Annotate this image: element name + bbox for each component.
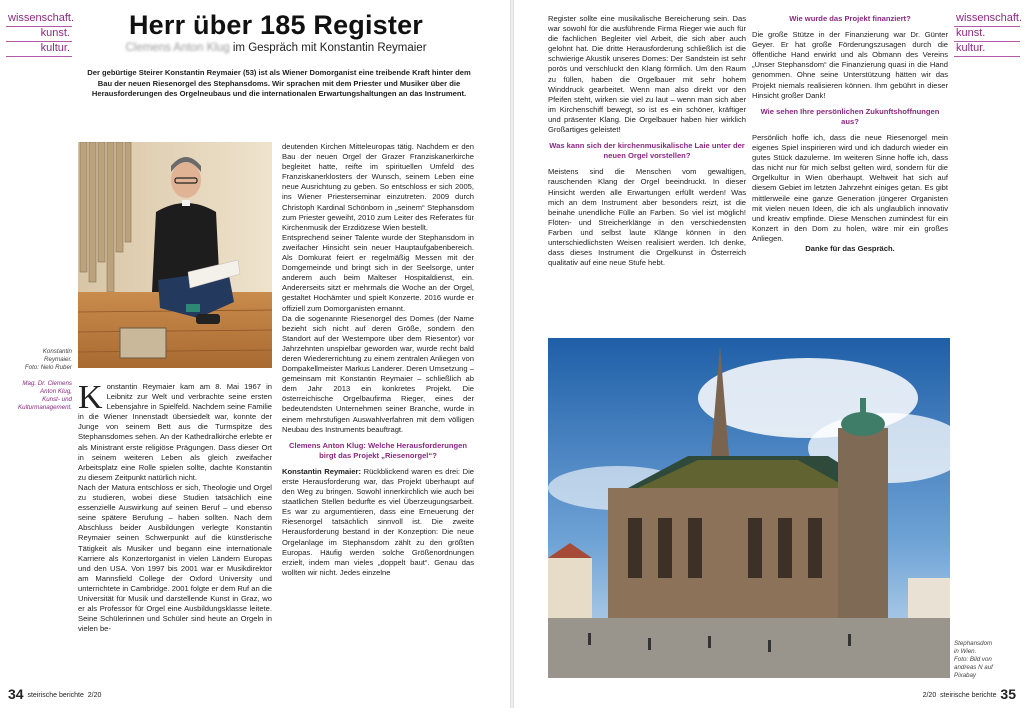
section-tag-line: kultur. xyxy=(954,42,1020,57)
caption-line: Mag. Dr. Clemens xyxy=(22,380,72,387)
interview-question: Clemens Anton Klug: Welche Herausforderungen birgt das Projekt „Riesenorgel“? xyxy=(288,440,468,460)
section-tag-right xyxy=(954,12,1023,57)
interview-answer: Meistens sind die Menschen vom gewaltigen, rauschenden Klang der Orgel beeindruckt. In dieser Hinsicht werden alle Erwartungen erfüllt werden! Was mich an dem Instrument aber besonders reizt, ist die beinahe unendliche Fülle an Farben. So viel ist möglich! Flöten- und Streicherklänge in den verschiedensten Farben und selbst laute Klänge können in den unterschiedlichsten Weisen realisiert werden. Ich denke, dass dieses Instrument die Orgelkunst in Österreich qualitativ auf eine neue Stufe hebt. xyxy=(548,167,746,268)
speaker-name: Konstantin Reymaier: xyxy=(282,466,361,476)
interview-answer: Die große Stütze in der Finanzierung war Dr. Günter Geyer. Er hat große Förderungszusagen durch die öffentliche Hand erwirkt und als Obmann des Vereins „Unser Stephansdom“ die Finanzierung quasi in die Hand genommen. Ohne seine Unterstützung hätten wir das Projekt niemals realisieren können. Ihm gebührt in dieser Hinsicht großer Dank! xyxy=(752,30,948,100)
caption-line: Konstantin xyxy=(42,348,72,355)
interview-question: Wie wurde das Projekt finanziert? xyxy=(789,14,911,23)
caption-line: andreas N auf xyxy=(954,664,993,671)
paragraph: Nach der Matura entschloss er sich, Theologie und Orgel zu studieren, wobei diese Studien tatsächlich eine essenzielle Auswirkung auf seinen Beruf – und ebenso seine spätere Berufung – haben sollten. Nach dem Abschluss beider Ausbildungen verlegte Konstantin Reymaier seinen Schwerpunkt auf die künstlerische Tätigkeit als Musiker und begann eine internationale Karriere als Konzertorganist in vielen Ländern Europas und den USA. Von 1997 bis 2001 war er Musikdirektor am Mannsfield College der Oxford University und unterrichtete in Cambridge. 2001 folgte er dem Ruf an die Universität für Musik und darstellende Kunst in Graz, wo er als Professor für Orgel eine Ausbildungsklasse leitete. Seine Schülerinnen und Schüler sind heute an Orgeln in vielen be- xyxy=(78,482,272,634)
portrait-illustration xyxy=(78,142,272,368)
footer-left xyxy=(8,686,101,702)
drop-cap: K xyxy=(78,379,103,416)
paragraph: Register sollte eine musikalische Bereicherung sein. Das war sowohl für die ausführende Firma Rieger wie auch für die fachlichen Begleiter viel Arbeit, die sich aber auch gelohnt hat. Die dritte Herausforderung schließlich ist die schwierige Akustik unseres Domes: Der Sandstein ist sehr porös und verschluckt den Klang förmlich. Um den Raum zu füllen, haben die Orgelbauer mit sehr hohem Winddruck gearbeitet. Wenn man also direkt vor den Pfeifen steht, wirken sie viel zu laut – wenn man sich aber im Kirchenschiff bewegt, so ist es ein schöner, kräftiger und präsenter Klang. Die Orgelbauer haben hier wirklich Großartiges geleistet! xyxy=(548,14,746,135)
paragraph: onstantin Reymaier kam am 8. Mai 1967 in Leibnitz zur Welt und verbrachte seine ersten Lebensjahre in Spielfeld. Nachdem seine Familie in die Wiener Innenstadt übersiedelt war, konnte der Junge von seinem Bett aus die Turmspitze des Stephansdomes sehen. An der Kathedralkirche erlebte er als Ministrant erste religiöse Prägungen. Dass dieser Ort in seinem weiteren Leben als gleich zweifacher Arbeitsplatz eine Rolle spielen sollte, dachte Konstantin zu diesem Zeitpunkt natürlich nicht. xyxy=(78,382,272,482)
paragraph: deutenden Kirchen Mitteleuropas tätig. Nachdem er den Bau der neuen Orgel der Grazer Franziskanerkirche begleitet hatte, reifte im spirituellen Umfeld des Franziskanerklosters der Wunsch, seinem Leben eine neue Ausrichtung zu geben. So entschloss er sich 2005, ins Wiener Priesterseminar einzutreten. 2009 durch Christoph Kardinal Schönborn in „seinem“ Stephansdom zum Priester geweiht, 2010 zum Leiter des Referates für Kirchenmusik der Erzdiözese Wien bestellt. xyxy=(282,142,474,232)
cathedral-caption xyxy=(954,640,1016,680)
issue-number: 2/20 xyxy=(922,691,937,699)
issue-number: 2/20 xyxy=(87,691,102,699)
caption-line: Foto: Nelo Ruber xyxy=(24,364,72,371)
cathedral-illustration xyxy=(548,338,950,678)
caption-line: Foto: Bild von xyxy=(954,656,992,663)
section-tag-line: wissenschaft. xyxy=(6,12,72,27)
page-number: 34 xyxy=(8,686,24,702)
article-lead: Der gebürtige Steirer Konstantin Reymaier (53) ist als Wiener Domorganist eine treibende Kraft hinter dem Bau der neuen Riesenorgel des Stephansdoms. Wir sprachen mit dem Priester und Musiker über die Herausforderungen des Orgelneubaus und die internationalen Erwartungshaltungen an das Instrument. xyxy=(87,68,471,98)
page-number: 35 xyxy=(1000,686,1016,702)
magazine-name: steirische berichte xyxy=(940,691,997,699)
footer-right xyxy=(923,686,1016,702)
caption-line: Pixabay xyxy=(954,672,977,679)
interview-answer: Rückblickend waren es drei: Die erste Herausforderung war, das Projekt überhaupt auf den Weg zu bringen. Sowohl innerkirchlich wie auch bei staatlichen Stellen bedurfte es viel Überzeugungsarbeit. Es war zu argumentieren, dass eine Erneuerung der Riesenorgel tatsächlich sinnvoll ist. Die zweite Herausforderung bestand in der Konzeption: Die neue Orgelanlage im Stephansdom zählt zu den größten Europas. Häufig werden solche Größenordnungen erzielt, indem man vieles „doppelt baut“. Genau das wollten wir nicht. Jedes einzelne xyxy=(282,466,474,577)
article-headline: Herr über 185 Register xyxy=(128,10,424,40)
section-tag-line: kunst. xyxy=(954,27,1020,42)
left-page xyxy=(0,0,510,708)
section-tag-line: wissenschaft. xyxy=(954,12,1020,27)
interview-question: Was kann sich der kirchenmusikalische Laie unter der neuen Orgel vorstellen? xyxy=(549,141,745,161)
caption-line: Reymaier. xyxy=(44,356,72,363)
caption-line: Stephansdom xyxy=(954,640,993,647)
section-tag-line: kunst. xyxy=(6,27,72,42)
article-column-3 xyxy=(548,14,746,268)
section-tag-left xyxy=(6,12,75,57)
subhead-rest: im Gespräch mit Konstantin Reymaier xyxy=(232,42,427,54)
caption-line: Anton Klug, xyxy=(40,388,72,395)
article-column-4 xyxy=(752,14,948,254)
subhead-author: Clemens Anton Klug xyxy=(125,42,230,54)
article-subhead xyxy=(96,42,456,54)
section-tag-line: kultur. xyxy=(6,42,72,57)
right-page xyxy=(514,0,1024,708)
interview-question: Wie sehen Ihre persönlichen Zukunftshoffnungen aus? xyxy=(760,106,940,126)
caption-line: Kulturmanagement. xyxy=(18,404,72,411)
magazine-name: steirische berichte xyxy=(27,691,84,699)
interview-answer: Persönlich hoffe ich, dass die neue Riesenorgel mein eigenes Spiel inspirieren wird und ich dadurch wieder ein gutes Stück dazulerne. Im weiteren Sinne hoffe ich, dass das nicht nur für mich selbst gelten wird, sondern für die Orgelkultur in Wien überhaupt. Weltweit hat sich auf diesem Gebiet im letzten Jahrzehnt einiges getan. Es gibt mittlerweile eine ganze Generation jüngerer Organisten mit vielen neuen Ideen, die ich als unglaublich innovativ und kreativ empfinde. Diese Menschen zumindest für ein Konzert in den Dom zu holen, wäre mir ein großes Anliegen. xyxy=(752,132,948,243)
paragraph: Da die sogenannte Riesenorgel des Domes (der Name bezieht sich nicht auf deren Größe, sondern den Standort auf der Westempore über dem Riesentor) vor Jahrzehnten unspielbar geworden war, wurde recht bald deren Wiedererrichtung zu einem zentralen Anliegen von Dompakellmeister Markus Landerer. Deren Umsetzung – gemeinsam mit Konstantin Reymaier – schließlich ab dem Jahr 2013 ein konkretes Projekt. Die österreichische Orgelbaufirma Rieger, eines der bedeutendsten Unternehmen seiner Branche, wurde in einem mehrstufigen Auswahlverfahren mit dem völligen Neubau des Instruments beauftragt. xyxy=(282,313,474,434)
cathedral-photo xyxy=(548,338,950,678)
caption-line: Kunst- und xyxy=(42,396,72,403)
portrait-photo xyxy=(78,142,272,368)
closing-thanks: Danke für das Gespräch. xyxy=(805,243,895,253)
article-column-1 xyxy=(78,379,272,634)
author-caption xyxy=(10,380,72,412)
caption-line: in Wien. xyxy=(954,648,977,655)
portrait-caption xyxy=(20,348,72,372)
article-column-2 xyxy=(282,142,474,578)
paragraph: Entsprechend seiner Talente wurde der Stephansdom in zweifacher Hinsicht sein neuer Hauptaufgabenbereich. Als Domkurat feiert er regelmäßig Messen mit der Domgemeinde und bringt sich in der Seelsorge, unter anderem auch beim Malteser Hospitaldienst, ein. Andererseits sitzt er mehrmals die Woche an der Orgel, gestaltet Hochämter und spielt Konzerte. 2016 wurde er offiziell zum Domorganisten ernannt. xyxy=(282,232,474,313)
